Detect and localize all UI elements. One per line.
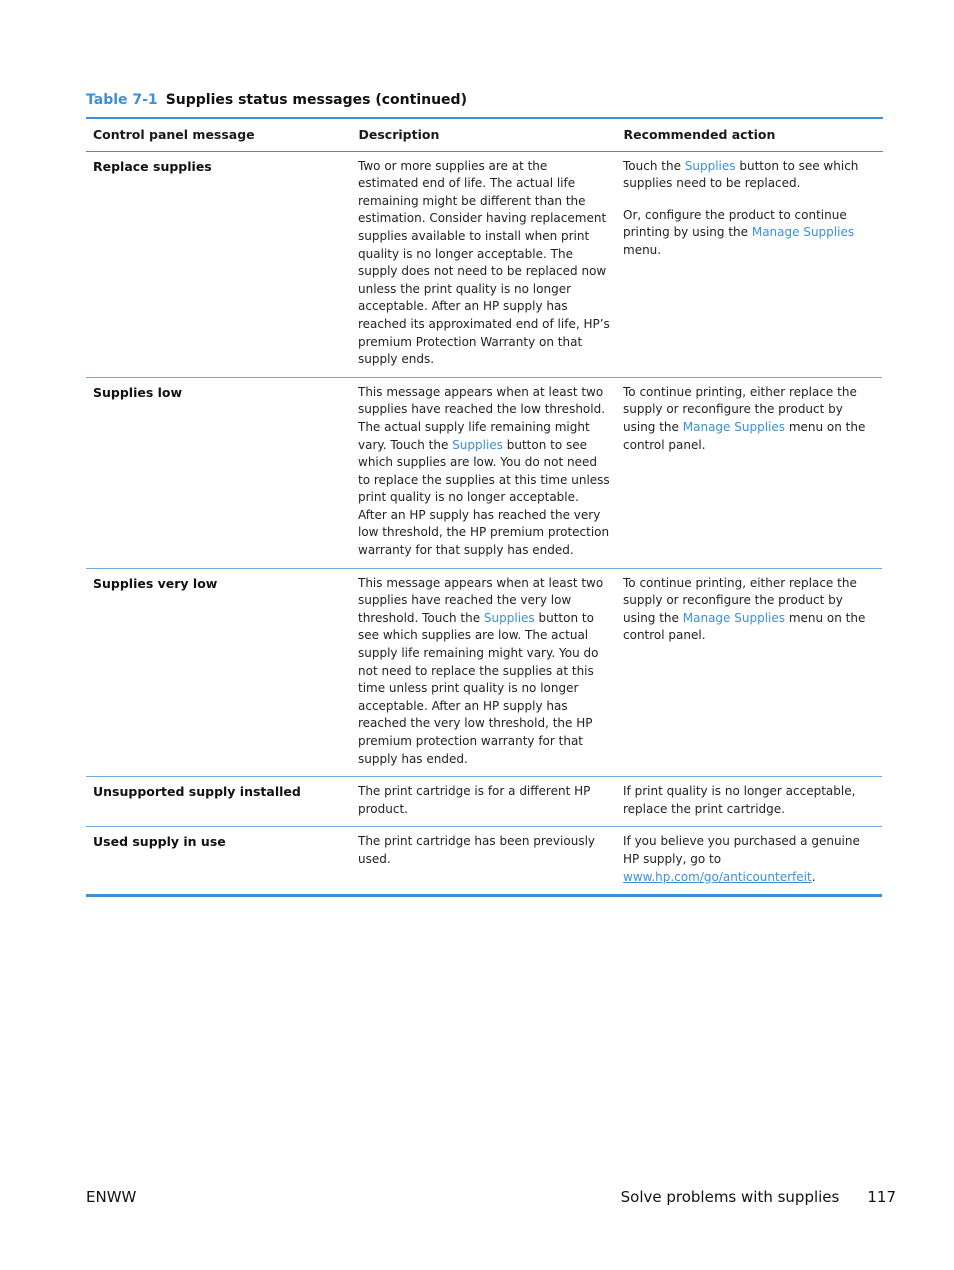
row-message: Unsupported supply installed: [86, 777, 351, 827]
row-action: If print quality is no longer acceptable, replace the print cartridge.: [616, 777, 882, 827]
action-text: Or, configure the product to continue printing by using the: [623, 207, 847, 240]
supplies-status-table: [86, 117, 883, 897]
table-row: [86, 377, 882, 568]
manage-supplies-menu-ref[interactable]: Manage Supplies: [682, 610, 785, 625]
action-text: menu on the control panel.: [623, 610, 866, 643]
row-description: [351, 568, 616, 777]
table-row: [86, 151, 882, 377]
table-row: [86, 568, 882, 777]
action-text: To continue printing, either replace the supply or reconfigure the product by using the: [623, 575, 857, 625]
description-text: This message appears when at least two supplies have reached the very low threshold. Touch the: [358, 575, 604, 625]
footer-locale-code: ENWW: [86, 1188, 137, 1206]
supplies-button-ref[interactable]: Supplies: [483, 610, 535, 625]
row-action: [616, 568, 882, 777]
row-description: The print cartridge is for a different HP product.: [351, 777, 616, 827]
description-text: button to see which supplies are low. The actual supply life remaining might vary. You do not need to replace the supplies at this time unless print quality is no longer acceptable. After an HP supply has reached the very low threshold, the HP premium protection warranty for that supply has ended.: [358, 610, 599, 766]
description-text: button to see which supplies are low. You do not need to replace the supplies at this time unless print quality is no longer acceptable. After an HP supply has reached the very low threshold, the HP premium protection warranty for that supply has ended.: [358, 437, 610, 558]
anticounterfeit-link[interactable]: www.hp.com/go/anticounterfeit: [623, 869, 812, 884]
header-description: Description: [351, 118, 616, 151]
header-control-panel-message: Control panel message: [86, 118, 351, 151]
table-number: Table 7-1: [86, 92, 158, 108]
supplies-button-ref[interactable]: Supplies: [684, 158, 736, 173]
action-text: button to see which supplies need to be replaced.: [623, 158, 859, 191]
table-title: Supplies status messages (continued): [165, 92, 467, 108]
action-text: To continue printing, either replace the supply or reconfigure the product by using the: [623, 384, 857, 434]
footer-section-title: Solve problems with supplies: [620, 1188, 840, 1206]
page-number: 117: [867, 1188, 896, 1206]
row-message: Supplies low: [86, 377, 351, 568]
row-description: Two or more supplies are at the estimated end of life. The actual life remaining might be different than the estimation. Consider having replacement supplies available to install when print quality is no longer acceptable. The supply does not need to be replaced now unless the print quality is no longer acceptable. After an HP supply has reached its approximated end of life, HP’s premium Protection Warranty on that supply ends.: [351, 151, 616, 377]
row-action: [616, 377, 882, 568]
action-text: menu.: [623, 242, 662, 257]
manage-supplies-menu-ref[interactable]: Manage Supplies: [751, 225, 855, 240]
action-text: Touch the: [623, 158, 685, 173]
table-row: [86, 827, 882, 896]
action-paragraph: [623, 207, 876, 260]
table-row: [86, 777, 882, 827]
row-message: Supplies very low: [86, 568, 351, 777]
action-text: .: [811, 869, 816, 884]
row-description: The print cartridge has been previously used.: [351, 827, 616, 896]
manage-supplies-menu-ref[interactable]: Manage Supplies: [682, 419, 785, 434]
table-header-row: [86, 118, 882, 151]
action-text: menu on the control panel.: [623, 419, 866, 452]
row-message: Replace supplies: [86, 151, 351, 377]
row-action: [616, 151, 882, 377]
action-text: If you believe you purchased a genuine HP supply, go to: [623, 834, 860, 866]
footer-section: [621, 1188, 896, 1206]
header-recommended-action: Recommended action: [616, 118, 882, 151]
description-text: This message appears when at least two supplies have reached the low threshold. The actual supply life remaining might vary. Touch the: [358, 384, 606, 452]
row-action: [616, 827, 882, 896]
supplies-button-ref[interactable]: Supplies: [452, 437, 503, 452]
row-description: [351, 377, 616, 568]
table-caption: [86, 92, 467, 108]
action-paragraph: [623, 158, 876, 193]
row-message: Used supply in use: [86, 827, 351, 896]
